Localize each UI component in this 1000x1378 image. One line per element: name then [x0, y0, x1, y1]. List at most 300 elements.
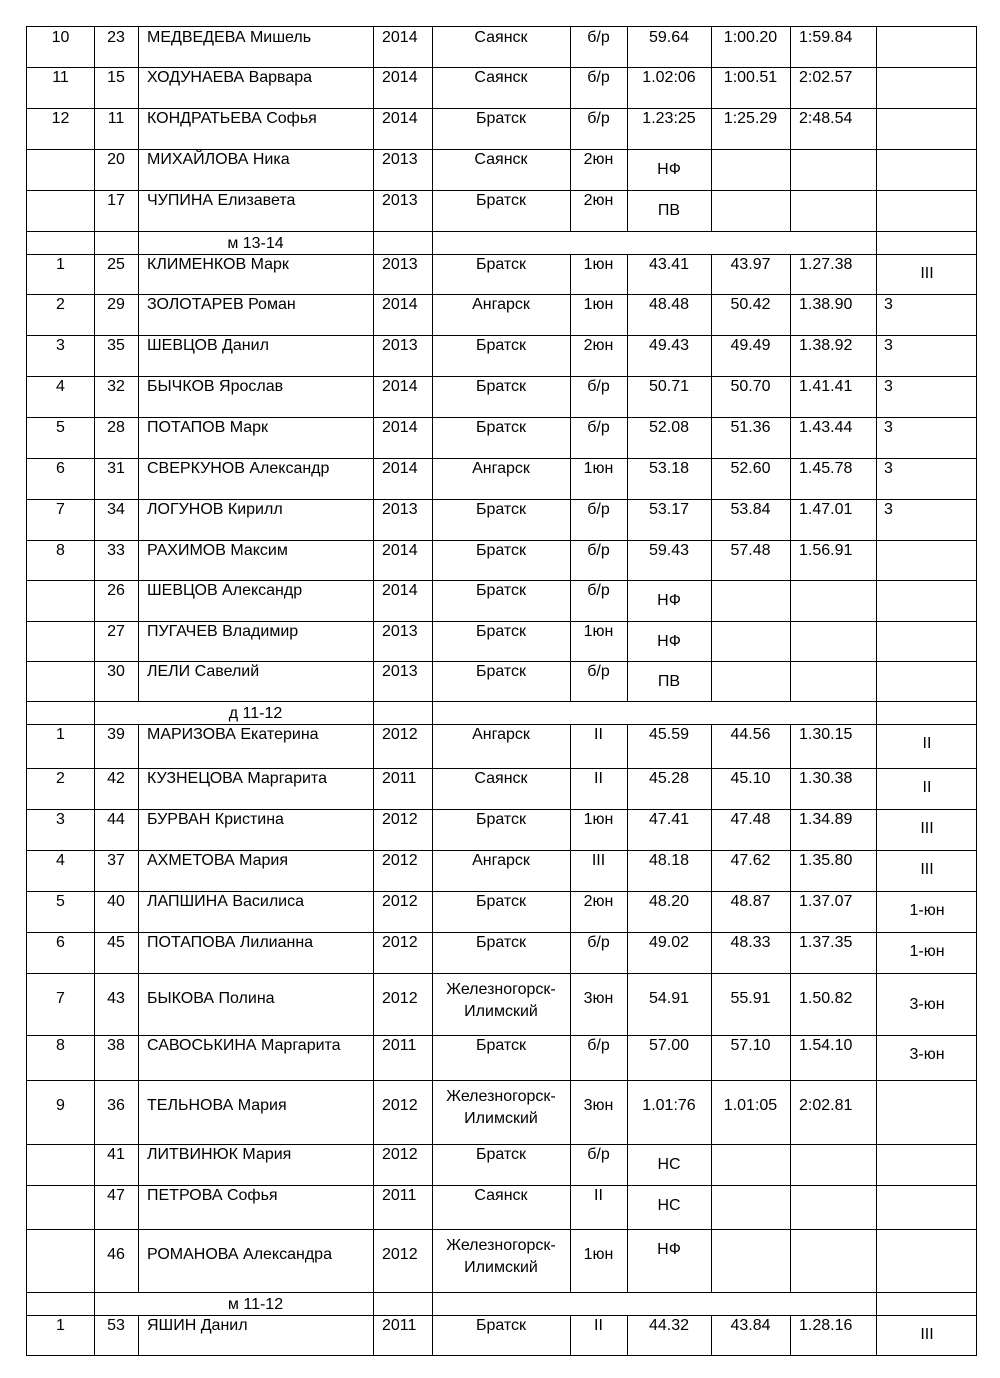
city-cell: Ангарск — [472, 852, 530, 869]
column-divider — [373, 417, 374, 458]
rank-cell: 1юн — [583, 460, 614, 477]
city-cell: Братск — [475, 1146, 527, 1163]
column-divider — [138, 149, 139, 190]
column-divider — [138, 1315, 139, 1356]
total-time-cell: 1.35.80 — [799, 852, 853, 869]
assigned-rank-cell: 3-юн — [909, 1046, 945, 1063]
run1-time-cell: 53.17 — [648, 501, 690, 518]
bib-number-cell: 35 — [107, 337, 125, 354]
city-cell: Ангарск — [472, 460, 530, 477]
rank-cell: б/р — [587, 1037, 610, 1054]
column-divider — [373, 335, 374, 376]
run1-time-cell: 48.18 — [648, 852, 690, 869]
rank-cell: III — [591, 852, 606, 869]
column-divider — [876, 149, 877, 190]
place-cell: 9 — [56, 1097, 65, 1114]
column-divider — [790, 621, 791, 661]
column-divider — [138, 27, 139, 67]
column-divider — [876, 458, 877, 499]
column-divider — [373, 254, 374, 294]
bib-number-cell: 17 — [107, 192, 125, 209]
column-divider — [876, 1080, 877, 1144]
place-cell: 8 — [56, 1037, 65, 1054]
athlete-name-cell: МАРИЗОВА Екатерина — [147, 726, 319, 743]
bib-number-cell: 29 — [107, 296, 125, 313]
run1-time-cell: 1.02:06 — [642, 69, 696, 86]
column-divider — [711, 580, 712, 621]
column-divider — [876, 1185, 877, 1229]
column-divider — [94, 1292, 95, 1315]
athlete-name-cell: ЗОЛОТАРЕВ Роман — [147, 296, 296, 313]
column-divider — [790, 27, 791, 67]
birth-year-cell: 2012 — [382, 990, 418, 1007]
birth-year-cell: 2011 — [382, 1037, 417, 1054]
assigned-rank-cell: II — [922, 779, 932, 796]
run2-time-cell: 53.84 — [730, 501, 771, 518]
total-time-cell: 1.30.15 — [799, 726, 853, 743]
column-divider — [790, 768, 791, 809]
place-cell: 4 — [56, 852, 65, 869]
status-cell: ПВ — [657, 202, 681, 219]
bib-number-cell: 32 — [107, 378, 125, 395]
column-divider — [432, 701, 433, 724]
column-divider — [711, 1185, 712, 1229]
assigned-rank-cell: 3 — [884, 378, 893, 395]
run2-time-cell: 51.36 — [730, 419, 771, 436]
athlete-name-cell: ХОДУНАЕВА Варвара — [147, 69, 313, 86]
column-divider — [138, 932, 139, 973]
city-cell: Братск — [475, 582, 527, 599]
status-cell: ПВ — [657, 673, 681, 690]
column-divider — [790, 499, 791, 540]
column-divider — [876, 108, 877, 149]
rank-cell: 2юн — [583, 337, 614, 354]
birth-year-cell: 2013 — [382, 501, 418, 518]
city-cell: Братск — [475, 256, 527, 273]
place-cell: 7 — [56, 990, 65, 1007]
rank-cell: б/р — [587, 69, 610, 86]
column-divider — [790, 580, 791, 621]
column-divider — [373, 724, 374, 768]
birth-year-cell: 2014 — [382, 419, 418, 436]
column-divider — [138, 850, 139, 891]
column-divider — [373, 580, 374, 621]
total-time-cell: 1.37.07 — [799, 893, 853, 910]
birth-year-cell: 2012 — [382, 1246, 418, 1263]
column-divider — [373, 850, 374, 891]
run2-time-cell: 52.60 — [730, 460, 771, 477]
birth-year-cell: 2011 — [382, 1187, 417, 1204]
athlete-name-cell: СВЕРКУНОВ Александр — [147, 460, 330, 477]
city-cell: Братск — [475, 1317, 527, 1334]
bib-number-cell: 37 — [107, 852, 125, 869]
bib-number-cell: 28 — [107, 419, 125, 436]
athlete-name-cell: КУЗНЕЦОВА Маргарита — [147, 770, 327, 787]
bib-number-cell: 45 — [107, 934, 125, 951]
status-cell: НФ — [657, 633, 681, 650]
city-cell: Братск — [475, 893, 527, 910]
column-divider — [373, 294, 374, 335]
assigned-rank-cell: 1-юн — [909, 902, 945, 919]
column-divider — [138, 891, 139, 932]
total-time-cell: 1.43.44 — [799, 419, 853, 436]
birth-year-cell: 2014 — [382, 378, 418, 395]
column-divider — [138, 108, 139, 149]
place-cell: 1 — [56, 256, 65, 273]
column-divider — [138, 254, 139, 294]
total-time-cell: 1.27.38 — [799, 256, 853, 273]
column-divider — [138, 621, 139, 661]
run2-time-cell: 50.42 — [730, 296, 771, 313]
city-cell: Ангарск — [472, 296, 530, 313]
total-time-cell: 1.47.01 — [799, 501, 853, 518]
athlete-name-cell: БЫЧКОВ Ярослав — [147, 378, 284, 395]
rank-cell: 1юн — [583, 811, 614, 828]
birth-year-cell: 2014 — [382, 542, 418, 559]
column-divider — [790, 1185, 791, 1229]
column-divider — [876, 417, 877, 458]
column-divider — [138, 540, 139, 580]
athlete-name-cell: ЛОГУНОВ Кирилл — [147, 501, 283, 518]
city-cell: Саянск — [474, 151, 528, 168]
place-cell: 5 — [56, 893, 65, 910]
birth-year-cell: 2012 — [382, 852, 418, 869]
run1-time-cell: 50.71 — [648, 378, 690, 395]
run1-time-cell: 57.00 — [648, 1037, 690, 1054]
column-divider — [790, 850, 791, 891]
column-divider — [876, 67, 877, 108]
rank-cell: б/р — [587, 1146, 610, 1163]
column-divider — [373, 932, 374, 973]
column-divider — [373, 701, 374, 724]
athlete-name-cell: БЫКОВА Полина — [147, 990, 275, 1007]
status-cell: НС — [657, 1197, 681, 1214]
column-divider — [876, 701, 877, 724]
rank-cell: II — [594, 1187, 603, 1204]
column-divider — [373, 768, 374, 809]
assigned-rank-cell: III — [920, 861, 934, 878]
rank-cell: II — [594, 770, 603, 787]
city-cell: Братск — [475, 192, 527, 209]
rank-cell: б/р — [587, 542, 610, 559]
column-divider — [876, 580, 877, 621]
column-divider — [790, 67, 791, 108]
column-divider — [138, 580, 139, 621]
status-cell: НФ — [657, 1241, 681, 1258]
birth-year-cell: 2011 — [382, 1317, 417, 1334]
bib-number-cell: 20 — [107, 151, 125, 168]
run2-time-cell: 1:00.51 — [723, 69, 778, 86]
column-divider — [138, 973, 139, 1035]
column-divider — [138, 190, 139, 231]
column-divider — [876, 1292, 877, 1315]
column-divider — [373, 376, 374, 417]
rank-cell: 1юн — [583, 296, 614, 313]
column-divider — [790, 1315, 791, 1356]
rank-cell: 3юн — [583, 1097, 614, 1114]
bib-number-cell: 11 — [107, 110, 125, 127]
bib-number-cell: 47 — [107, 1187, 125, 1204]
birth-year-cell: 2011 — [382, 770, 417, 787]
total-time-cell: 1.50.82 — [799, 990, 853, 1007]
column-divider — [373, 1035, 374, 1080]
bib-number-cell: 38 — [107, 1037, 125, 1054]
total-time-cell: 1.34.89 — [799, 811, 853, 828]
birth-year-cell: 2013 — [382, 623, 418, 640]
place-cell: 2 — [56, 296, 65, 313]
birth-year-cell: 2014 — [382, 110, 418, 127]
place-cell: 1 — [56, 1317, 65, 1334]
total-time-cell: 1.38.90 — [799, 296, 853, 313]
birth-year-cell: 2013 — [382, 337, 418, 354]
athlete-name-cell: ЛАПШИНА Василиса — [147, 893, 305, 910]
city-cell: Братск — [475, 663, 527, 680]
assigned-rank-cell: 3 — [884, 460, 893, 477]
city-cell: Саянск — [474, 29, 528, 46]
bib-number-cell: 27 — [107, 623, 125, 640]
column-divider — [373, 1144, 374, 1185]
column-divider — [138, 1185, 139, 1229]
athlete-name-cell: ЧУПИНА Елизавета — [147, 192, 296, 209]
bib-number-cell: 36 — [107, 1097, 125, 1114]
bib-number-cell: 15 — [107, 69, 125, 86]
city-cell: Братск — [475, 623, 527, 640]
total-time-cell: 1:59.84 — [799, 29, 853, 46]
column-divider — [138, 661, 139, 701]
column-divider — [790, 294, 791, 335]
column-divider — [138, 417, 139, 458]
run2-time-cell: 55.91 — [730, 990, 771, 1007]
column-divider — [790, 335, 791, 376]
total-time-cell: 2:48.54 — [799, 110, 853, 127]
bib-number-cell: 23 — [107, 29, 125, 46]
column-divider — [711, 149, 712, 190]
athlete-name-cell: ПОТАПОВ Марк — [147, 419, 269, 436]
assigned-rank-cell: 3-юн — [909, 996, 945, 1013]
place-cell: 7 — [56, 501, 65, 518]
total-time-cell: 1.37.35 — [799, 934, 853, 951]
run1-time-cell: 52.08 — [648, 419, 690, 436]
run1-time-cell: 44.32 — [648, 1317, 690, 1334]
column-divider — [876, 231, 877, 254]
column-divider — [138, 1144, 139, 1185]
run2-time-cell: 57.10 — [730, 1037, 771, 1054]
assigned-rank-cell: 1-юн — [909, 943, 945, 960]
column-divider — [790, 891, 791, 932]
birth-year-cell: 2012 — [382, 893, 418, 910]
rank-cell: II — [594, 1317, 603, 1334]
column-divider — [373, 809, 374, 850]
column-divider — [373, 67, 374, 108]
column-divider — [790, 540, 791, 580]
birth-year-cell: 2012 — [382, 726, 418, 743]
run2-time-cell: 1:25.29 — [723, 110, 778, 127]
column-divider — [711, 1144, 712, 1185]
place-cell: 4 — [56, 378, 65, 395]
place-cell: 3 — [56, 337, 65, 354]
column-divider — [790, 376, 791, 417]
column-divider — [138, 458, 139, 499]
column-divider — [138, 1080, 139, 1144]
bib-number-cell: 41 — [107, 1146, 125, 1163]
run2-time-cell: 48.87 — [730, 893, 771, 910]
place-cell: 2 — [56, 770, 65, 787]
city-cell: Братск — [475, 934, 527, 951]
run1-time-cell: 1.01:76 — [642, 1097, 696, 1114]
column-divider — [373, 27, 374, 67]
rank-cell: б/р — [587, 663, 610, 680]
place-cell: 5 — [56, 419, 65, 436]
results-table — [26, 26, 977, 1356]
bib-number-cell: 31 — [107, 460, 125, 477]
run2-time-cell: 50.70 — [730, 378, 771, 395]
rank-cell: 1юн — [583, 1246, 614, 1263]
row-divider — [27, 1292, 976, 1293]
row-divider — [27, 1229, 976, 1230]
column-divider — [138, 499, 139, 540]
run2-time-cell: 43.97 — [730, 256, 771, 273]
city-cell: Братск — [475, 110, 527, 127]
birth-year-cell: 2013 — [382, 151, 418, 168]
athlete-name-cell: ШЕВЦОВ Александр — [147, 582, 303, 599]
place-cell: 6 — [56, 460, 65, 477]
city-cell: Железногорск-Илимский — [446, 1088, 556, 1127]
group-header: м 13-14 — [227, 235, 284, 252]
run2-time-cell: 1:00.20 — [723, 29, 778, 46]
run2-time-cell: 1.01:05 — [723, 1097, 778, 1114]
city-cell: Братск — [475, 419, 527, 436]
athlete-name-cell: МЕДВЕДЕВА Мишель — [147, 29, 312, 46]
total-time-cell: 2:02.57 — [799, 69, 853, 86]
total-time-cell: 1.54.10 — [799, 1037, 853, 1054]
column-divider — [876, 621, 877, 661]
place-cell: 11 — [52, 69, 69, 86]
birth-year-cell: 2012 — [382, 811, 418, 828]
column-divider — [138, 1229, 139, 1292]
athlete-name-cell: ШЕВЦОВ Данил — [147, 337, 269, 354]
column-divider — [876, 499, 877, 540]
bib-number-cell: 44 — [107, 811, 125, 828]
column-divider — [790, 190, 791, 231]
run1-time-cell: 43.41 — [648, 256, 690, 273]
athlete-name-cell: МИХАЙЛОВА Ника — [147, 151, 290, 168]
column-divider — [790, 973, 791, 1035]
run1-time-cell: 48.48 — [648, 296, 690, 313]
column-divider — [790, 417, 791, 458]
athlete-name-cell: САВОСЬКИНА Маргарита — [147, 1037, 341, 1054]
athlete-name-cell: РАХИМОВ Максим — [147, 542, 288, 559]
assigned-rank-cell: III — [920, 1326, 934, 1343]
status-cell: НФ — [657, 592, 681, 609]
column-divider — [373, 458, 374, 499]
assigned-rank-cell: 3 — [884, 337, 893, 354]
column-divider — [373, 1229, 374, 1292]
bib-number-cell: 33 — [107, 542, 125, 559]
column-divider — [790, 1035, 791, 1080]
bib-number-cell: 26 — [107, 582, 125, 599]
total-time-cell: 1.45.78 — [799, 460, 853, 477]
column-divider — [711, 621, 712, 661]
column-divider — [373, 499, 374, 540]
rank-cell: 1юн — [583, 256, 614, 273]
column-divider — [138, 335, 139, 376]
rank-cell: 3юн — [583, 990, 614, 1007]
group-header: д 11-12 — [228, 705, 283, 722]
rank-cell: б/р — [587, 110, 610, 127]
athlete-name-cell: ТЕЛЬНОВА Мария — [147, 1097, 287, 1114]
birth-year-cell: 2013 — [382, 192, 418, 209]
city-cell: Братск — [475, 501, 527, 518]
city-cell: Саянск — [474, 770, 528, 787]
rank-cell: б/р — [587, 582, 610, 599]
birth-year-cell: 2014 — [382, 69, 418, 86]
bib-number-cell: 43 — [107, 990, 125, 1007]
city-cell: Братск — [475, 811, 527, 828]
assigned-rank-cell: III — [920, 265, 934, 282]
column-divider — [138, 67, 139, 108]
column-divider — [138, 376, 139, 417]
bib-number-cell: 25 — [107, 256, 125, 273]
assigned-rank-cell: 3 — [884, 296, 893, 313]
row-divider — [27, 973, 976, 974]
column-divider — [876, 27, 877, 67]
place-cell: 12 — [51, 110, 70, 127]
column-divider — [373, 231, 374, 254]
row-divider — [27, 1080, 976, 1081]
bib-number-cell: 34 — [107, 501, 125, 518]
birth-year-cell: 2012 — [382, 1146, 418, 1163]
column-divider — [711, 1229, 712, 1292]
birth-year-cell: 2014 — [382, 582, 418, 599]
column-divider — [373, 1080, 374, 1144]
city-cell: Братск — [475, 1037, 527, 1054]
athlete-name-cell: ПОТАПОВА Лилианна — [147, 934, 314, 951]
athlete-name-cell: ЯШИН Данил — [147, 1317, 248, 1334]
city-cell: Железногорск-Илимский — [446, 1237, 556, 1276]
column-divider — [876, 335, 877, 376]
city-cell: Братск — [475, 337, 527, 354]
column-divider — [876, 294, 877, 335]
run1-time-cell: 1.23:25 — [642, 110, 696, 127]
run1-time-cell: 45.59 — [648, 726, 690, 743]
column-divider — [790, 458, 791, 499]
city-cell: Саянск — [474, 1187, 528, 1204]
rank-cell: 2юн — [583, 192, 614, 209]
place-cell: 6 — [56, 934, 65, 951]
birth-year-cell: 2014 — [382, 29, 418, 46]
column-divider — [373, 1185, 374, 1229]
run2-time-cell: 44.56 — [730, 726, 771, 743]
athlete-name-cell: ПУГАЧЕВ Владимир — [147, 623, 299, 640]
column-divider — [790, 254, 791, 294]
athlete-name-cell: АХМЕТОВА Мария — [147, 852, 289, 869]
run2-time-cell: 57.48 — [730, 542, 771, 559]
run1-time-cell: 49.02 — [648, 934, 690, 951]
column-divider — [373, 149, 374, 190]
column-divider — [373, 661, 374, 701]
run1-time-cell: 48.20 — [648, 893, 690, 910]
run2-time-cell: 49.49 — [730, 337, 771, 354]
rank-cell: 1юн — [583, 623, 614, 640]
assigned-rank-cell: III — [920, 820, 934, 837]
birth-year-cell: 2014 — [382, 296, 418, 313]
bib-number-cell: 53 — [107, 1317, 125, 1334]
run2-time-cell: 48.33 — [730, 934, 771, 951]
run2-time-cell: 45.10 — [730, 770, 771, 787]
rank-cell: 2юн — [583, 151, 614, 168]
run2-time-cell: 47.62 — [730, 852, 771, 869]
athlete-name-cell: ЛИТВИНЮК Мария — [147, 1146, 292, 1163]
